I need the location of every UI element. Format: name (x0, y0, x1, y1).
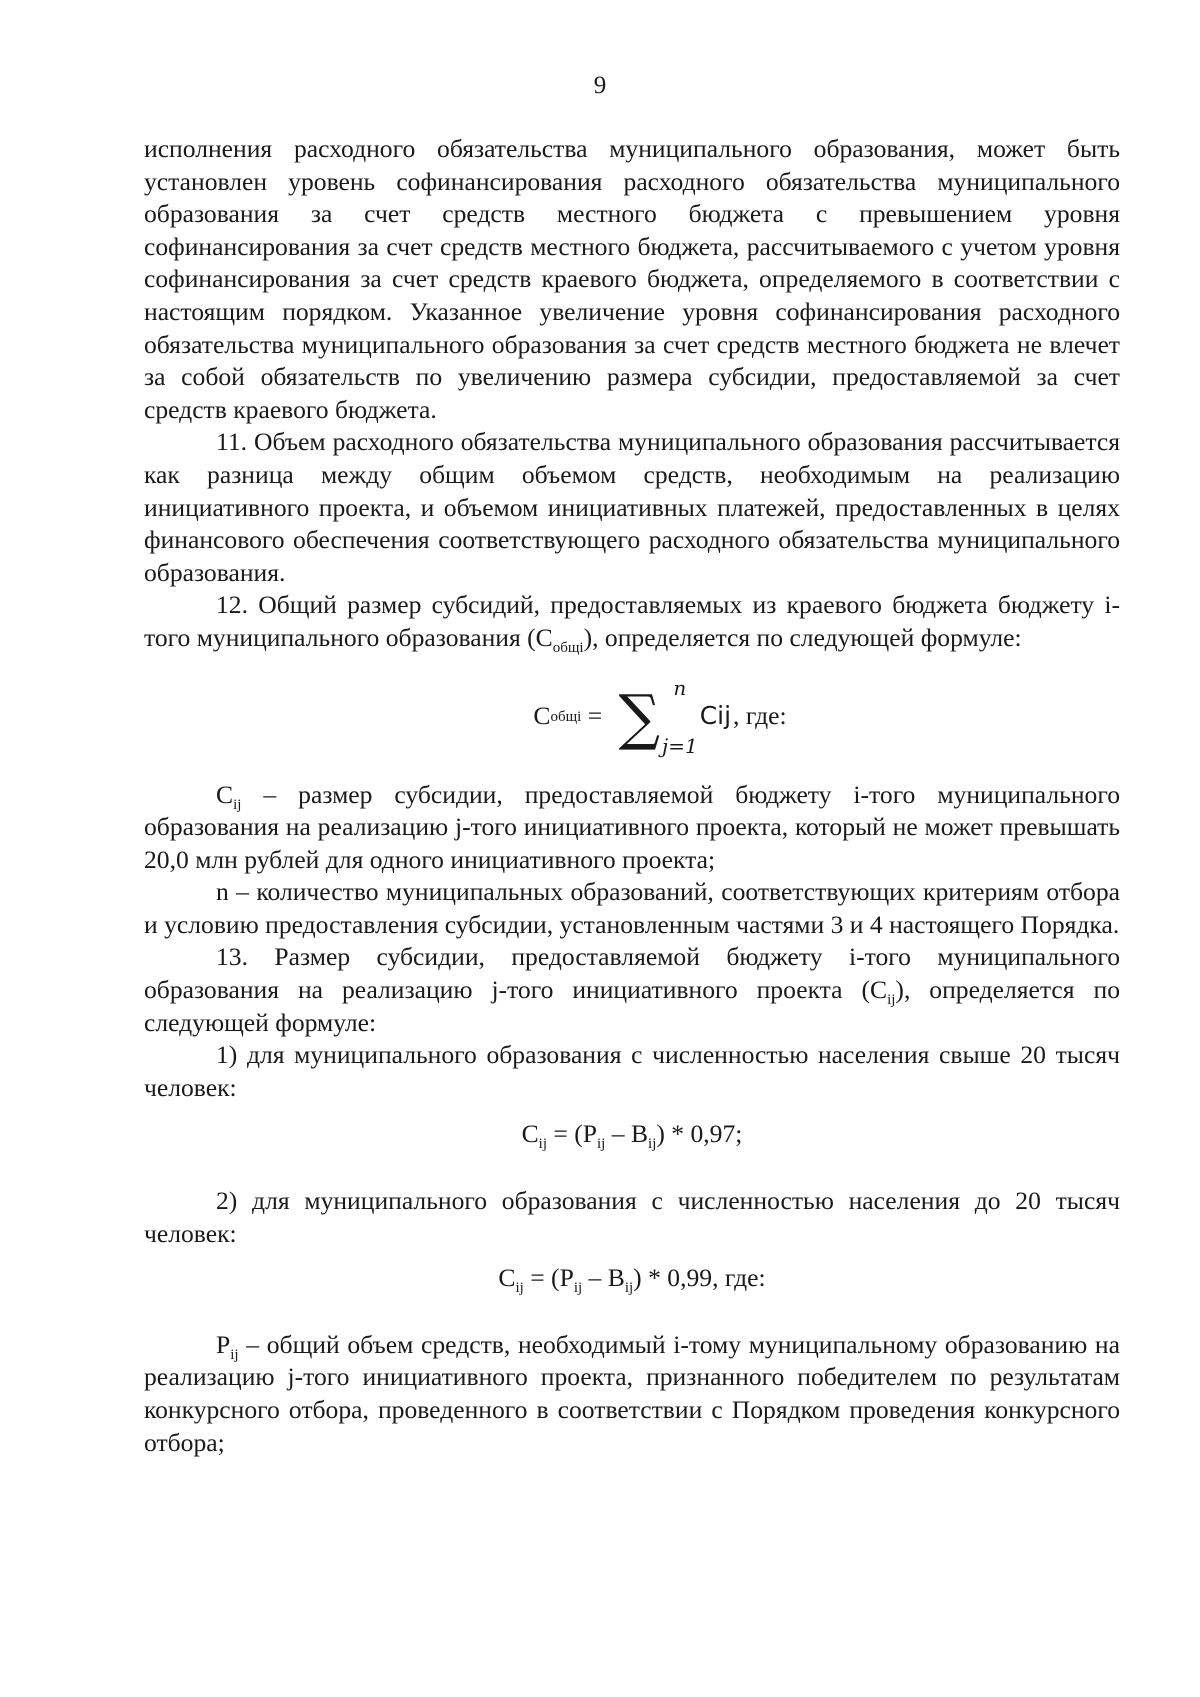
document-body (144, 133, 1120, 1459)
formula-3-b-subscript: ij (624, 1280, 634, 1297)
formula-1-lhs: С (533, 701, 551, 731)
formula-total-subsidy: С общі = ∑ n j=1 Cij , где: (533, 675, 787, 758)
formula-2-end: ) * 0,97; (656, 1119, 743, 1149)
formula-3-mid2: – B (582, 1263, 625, 1293)
definition-pij-symbol: P (216, 1329, 231, 1359)
paragraph-continuation: исполнения расходного обязательства муниципального образования, может быть установлен уровень софинансирования расходного обязательства муниципального образования за счет средств местного бюджета с превышением уровня софинансирования за счет средств местного бюджета, рассчитываемого с учетом уровня софинансирования за счет средств краевого бюджета, определяемого в соответствии с настоящим порядком. Указанное увеличение уровня софинансирования расходного обязательства муниципального образования за счет средств местного бюджета не влечет за собой обязательств по увеличению размера субсидии, предоставляемой за счет средств краевого бюджета. (144, 134, 1120, 424)
summation (619, 677, 731, 757)
formula-1-equals: = (581, 701, 609, 731)
list-item-2: 2) для муниципального образования с численностью населения до 20 тысяч человек: (144, 1186, 1120, 1248)
formula-3-c-subscript: ij (515, 1280, 524, 1297)
formula-over-20k (144, 1118, 1120, 1151)
summation-upper-limit: n (673, 675, 687, 700)
paragraph-13 (144, 941, 1120, 1039)
definition-cij (144, 779, 1120, 877)
formula-1-tail: , где: (733, 701, 787, 731)
formula-2-b-subscript: ij (648, 1136, 657, 1153)
paragraph-12 (144, 589, 1120, 654)
formula-3-p-subscript: ij (573, 1280, 583, 1297)
formula-2-c-subscript: ij (538, 1136, 548, 1153)
summation-lower-limit: j=1 (662, 733, 698, 758)
page-number: 9 (593, 72, 607, 99)
paragraph-13-subscript: ij (887, 992, 896, 1009)
definition-pij-text: – общий объем средств, необходимый i-тому муниципальному образованию на реализацию j-того инициативного проекта, признанного победителем по результатам конкурсного отбора, проведенного в соответствии с Порядком проведения конкурсного отбора; (144, 1329, 1120, 1457)
paragraph-11: 11. Объем расходного обязательства муниципального образования рассчитывается как разница между общим объемом средств, необходимым на реализацию инициативного проекта, и объемом инициативных платежей, предоставленных в целях финансового обеспечения соответствующего расходного обязательства муниципального образования. (144, 427, 1120, 587)
paragraph-13-text-b: ), определяется по следующей формуле: (144, 975, 1120, 1037)
definition-pij (144, 1329, 1120, 1459)
paragraph-13-text-a: 13. Размер субсидии, предоставляемой бюджету i-того муниципального образования на реализацию j-того инициативного проекта (С (144, 942, 1120, 1005)
definition-n: n – количество муниципальных образований, соответствующих критериям отбора и условию предоставления субсидии, установленным частями 3 и 4 настоящего Порядка. (144, 877, 1120, 939)
formula-2-mid1: = (P (547, 1119, 598, 1149)
formula-2-c: С (521, 1119, 539, 1149)
sigma-symbol: ∑ (618, 680, 660, 753)
definition-pij-subscript: ij (230, 1346, 239, 1363)
definition-cij-symbol: С (216, 779, 234, 809)
definition-cij-subscript: ij (233, 796, 242, 813)
formula-3-mid1: = (P (523, 1263, 574, 1293)
summation-body: Cij (699, 701, 732, 731)
formula-2-p-subscript: ij (597, 1136, 606, 1153)
paragraph-12-text-b: ), определяется по следующей формуле: (583, 622, 1022, 652)
summation-limits (662, 677, 698, 757)
definition-cij-text: – размер субсидии, предоставляемой бюджету i-того муниципального образования на реализацию j-того инициативного проекта, который не может превышать 20,0 млн рублей для одного инициативного проекта; (144, 779, 1120, 874)
formula-2-mid2: – B (605, 1119, 649, 1149)
formula-3-end: ) * 0,99, где: (633, 1263, 766, 1293)
formula-under-20k (144, 1262, 1120, 1295)
paragraph-12-subscript: общі (552, 639, 584, 656)
list-item-1: 1) для муниципального образования с численностью населения свыше 20 тысяч человек: (144, 1040, 1120, 1102)
paragraph-12-text-a: 12. Общий размер субсидий, предоставляемых из краевого бюджета бюджету i-того муниципального образования (С (144, 590, 1120, 652)
formula-3-c: С (498, 1263, 516, 1293)
